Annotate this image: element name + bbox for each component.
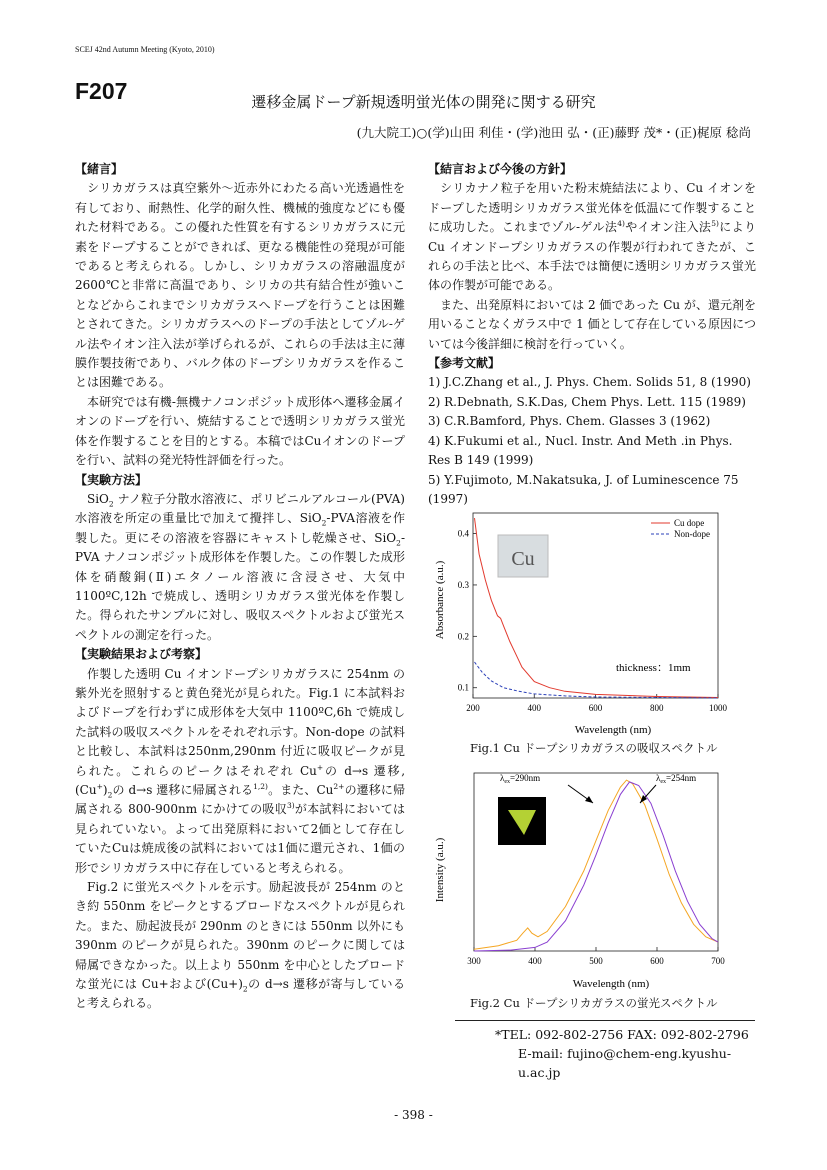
x-tick-label: 800 xyxy=(650,703,664,713)
fig1-thickness-annotation: thickness：1mm xyxy=(616,662,691,674)
fig1-x-axis-label: Wavelength (nm) xyxy=(574,724,652,736)
intro-paragraph-2: 本研究では有機-無機ナノコンポジット成形体へ遷移金属イオンのドープを行い、焼結することで透明シリカガラス蛍光体を作製することを目的とする。本稿ではCuイオンのドープを行い、試料の発光特性評価を行った。 xyxy=(75,394,405,468)
reference-5: 5) Y.Fujimoto, M.Nakatsuka, J. of Luminescence 75 (1997) xyxy=(428,472,739,506)
y-tick-label: 0.3 xyxy=(457,579,469,590)
x-tick-label: 600 xyxy=(588,703,603,713)
results-heading: 【実験結果および考察】 xyxy=(75,647,208,662)
x-tick-label: 700 xyxy=(711,956,725,966)
figure-2-caption: Fig.2 Cu ドープシリカガラスの蛍光スペクトル xyxy=(470,996,718,1010)
results-paragraph-2: Fig.2 に蛍光スペクトルを示す。励起波長が 254nm のとき約 550nm をピークとするブロードなスペクトルが見られた。また、励起波長が 290nm のときには 550nm 以外にも 390nm のピークが見られた。390nm のピークに関しては帰属できなかった。以上より 550nm を中心としたブロードな蛍光には Cu+および$(Cu+)_2$の d→s 遷移が寄与していると考えられる。 xyxy=(75,880,405,1011)
fig1-y-axis-label: Absorbance (a.u.) xyxy=(434,560,446,640)
reference-2: 2) R.Debnath, S.K.Das, Chem Phys. Lett. 115 (1989) xyxy=(428,394,746,409)
footer-tel-fax: *TEL: 092-802-2756 FAX: 092-802-2796 xyxy=(495,1027,749,1042)
references-heading: 【参考文献】 xyxy=(428,356,501,371)
footer-contact xyxy=(455,1020,755,1082)
method-heading: 【実験方法】 xyxy=(75,472,148,487)
authors: (九大院工)○(学)山田 利佳・(学)池田 弘・(正)藤野 茂*・(正)梶原 稔尚 xyxy=(356,125,751,140)
x-tick-label: 200 xyxy=(466,703,480,713)
figure-2-fluorescence-chart xyxy=(428,765,758,995)
y-tick-label: 0.1 xyxy=(457,682,469,693)
intro-paragraph-1: シリカガラスは真空紫外〜近赤外にわたる高い光透過性を有しており、耐熱性、化学的耐久性、機械的強度などにも優れた材料である。この優れた性質を有するシリカガラスに元素をドープすることができれば、更なる機能性の発現が可能であると考えられる。しかし、シリカガラスの溶融温度が2600℃と非常に高温であり、シリカの共有結合性が強いことなどからこれまでシリカガラスへドープを行うことは困難とされてきた。シリカガラスへのドープの手法としてゾル-ゲル法やイオン注入法が挙げられるが、これらの手法は主に薄膜作製技術であり、バルク体のドープシリカガラスを作ることは困難である。 xyxy=(75,181,405,390)
x-tick-label: 300 xyxy=(467,956,481,966)
conclusion-heading: 【結言および今後の方針】 xyxy=(428,162,573,176)
conference-header: SCEJ 42nd Autumn Meeting (Kyoto, 2010) xyxy=(75,45,215,54)
fig2-x-axis-label: Wavelength (nm) xyxy=(572,978,650,990)
fig1-legend-non-dope: Non-dope xyxy=(674,529,710,539)
conclusion-paragraph-2: また、出発原料においては 2 価であった Cu が、還元剤を用いることなくガラス中で 1 価として存在している原因については今後詳細に検討を行っていく。 xyxy=(428,297,756,351)
fig1-inset-text: Cu xyxy=(511,548,535,570)
y-tick-label: 0.4 xyxy=(457,528,469,539)
fig2-annotation-254: $\lambda_{ex}=254nm$ xyxy=(656,773,697,785)
x-tick-label: 1000 xyxy=(709,703,727,713)
results-paragraph-1: 作製した透明 Cu イオンドープシリカガラスに 254nm の紫外光を照射すると黄色発光が見られた。Fig.1 に本試料およびドープを行わずに成形体を大気中 1100ºC,6h で焼成した試料の吸収スペクトルをそれぞれ示す。Non-dope の試料と比較し、本試料は250nm,290nm 付近に吸収ピークが見られた。これらのピークはそれぞれ Cu+の d→s 遷移, $(Cu^+)_2$の d→s 遷移に帰属される$^{1,2)}$。また、$Cu^{2+}$の遷移に帰属される 800-900nm にかけての吸収$^{3)}$が本試料においては見られていない。よって出発原料において2価として存在していたCuは焼成後の試料においては1価に還元され、1価の形でシリカガラス中に存在していると考えられる。 xyxy=(75,666,406,875)
fig1-legend-cu-dope: Cu dope xyxy=(674,518,705,528)
paper-id: F207 xyxy=(75,78,128,104)
conclusion-paragraph-1: シリカナノ粒子を用いた粉末焼結法により、Cu イオンをドープした透明シリカガラス蛍光体を低温にて作製することに成功した。これまでゾル-ゲル法$^{4)}$やイオン注入法$^{5)}$により Cu イオンドープシリカガラスの作製が行われてきたが、これらの手法と比べ、本手法では簡便に透明シリカガラス蛍光体の作製が可能である。 xyxy=(428,181,756,293)
x-tick-label: 500 xyxy=(589,956,603,966)
x-tick-label: 400 xyxy=(527,703,541,713)
x-tick-label: 600 xyxy=(650,956,664,966)
reference-3: 3) C.R.Bamford, Phys. Chem. Glasses 3 (1962) xyxy=(428,414,711,429)
figure-1-caption: Fig.1 Cu ドープシリカガラスの吸収スペクトル xyxy=(470,741,718,755)
reference-1: 1) J.C.Zhang et al., J. Phys. Chem. Solids 51, 8 (1990) xyxy=(428,375,751,390)
footer-email: E-mail: fujino@chem-eng.kyushu-u.ac.jp xyxy=(518,1046,732,1080)
left-column xyxy=(75,160,405,1014)
right-column xyxy=(428,160,756,509)
page-number: - 398 - xyxy=(394,1108,433,1122)
fig2-arrowhead-290 xyxy=(585,796,593,803)
paper-title: 遷移金属ドープ新規透明蛍光体の開発に関する研究 xyxy=(251,93,596,111)
intro-heading: 【緒言】 xyxy=(75,162,124,176)
fig2-y-axis-label: Intensity (a.u.) xyxy=(434,837,446,903)
x-tick-label: 400 xyxy=(528,956,542,966)
method-paragraph: SiO$_2$ ナノ粒子分散水溶液に、ポリビニルアルコール(PVA)水溶液を所定の重量比で加えて攪拌し、SiO$_2$-PVA溶液を作製した。更にその溶液を容器にキャストし乾燥させ、SiO$_2$-PVA ナノコンポジット成形体を作製した。この作製した成形体を硝酸銅(Ⅱ)エタノール溶液に含浸させ、大気中 1100ºC,12h で焼成し、透明シリカガラス蛍光体を作製した。得られたサンプルに対し、吸収スペクトルおよび蛍光スペクトルの測定を行った。 xyxy=(75,491,405,642)
figure-1-absorbance-chart xyxy=(428,505,758,760)
reference-4: 4) K.Fukumi et al., Nucl. Instr. And Meth .in Phys. Res B 149 (1999) xyxy=(428,433,733,468)
fig2-annotation-290: $\lambda_{ex}=290nm$ xyxy=(500,773,541,785)
y-tick-label: 0.2 xyxy=(457,631,469,642)
